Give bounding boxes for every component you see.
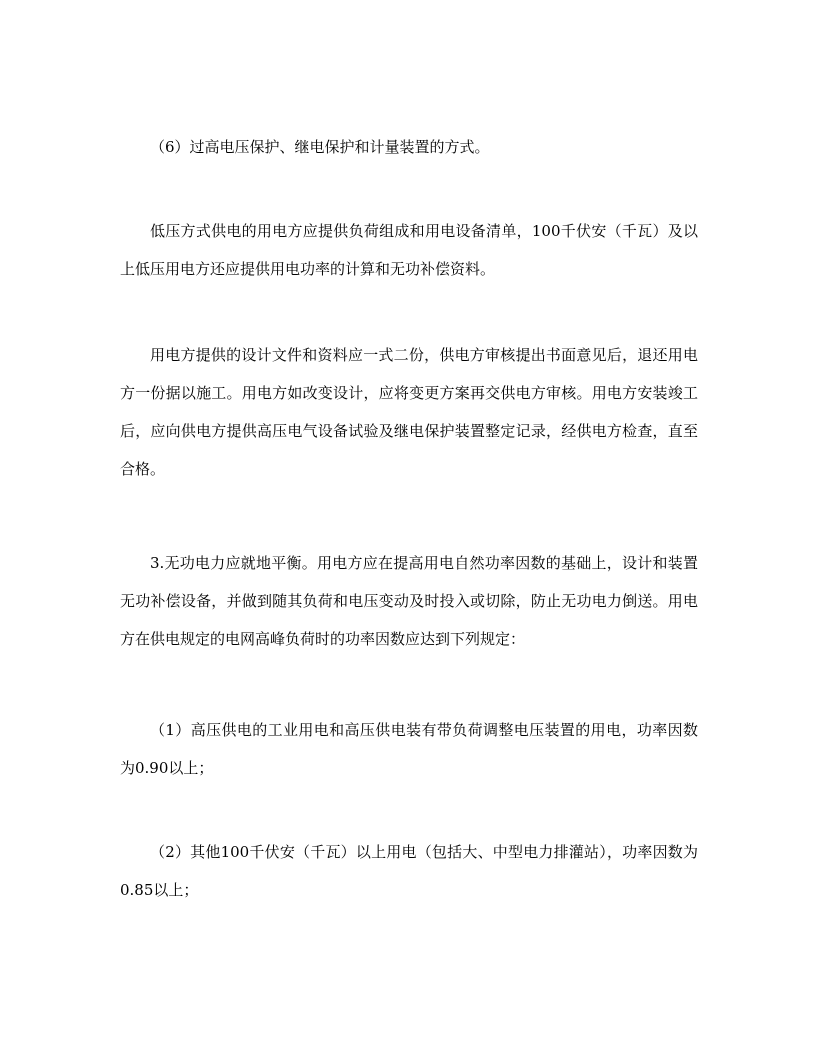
paragraph-design-documents: 用电方提供的设计文件和资料应一式二份，供电方审核提出书面意见后，退还用电方一份据以施工。用电方如改变设计，应将变更方案再交供电方审核。用电方安装竣工后，应向供电方提供高压电气设备试验及继电保护装置整定记录，经供电方检查，直至合格。 xyxy=(120,346,698,478)
paragraph-power-factor-0-90: （1）高压供电的工业用电和高压供电装有带负荷调整电压装置的用电，功率因数为0.90以上； xyxy=(120,721,698,777)
paragraph-low-voltage-supply: 低压方式供电的用电方应提供负荷组成和用电设备清单，100千伏安（千瓦）及以上低压用电方还应提供用电功率的计算和无功补偿资料。 xyxy=(120,222,698,278)
paragraph-reactive-power-balance: 3.无功电力应就地平衡。用电方应在提高用电自然功率因数的基础上，设计和装置无功补偿设备，并做到随其负荷和电压变动及时投入或切除，防止无功电力倒送。用电方在供电规定的电网高峰负荷时的功率因数应达到下列规定： xyxy=(120,554,698,648)
paragraph-power-factor-0-85: （2）其他100千伏安（千瓦）以上用电（包括大、中型电力排灌站），功率因数为0.85以上； xyxy=(120,843,698,899)
paragraph-item-6-protection: （6）过高电压保护、继电保护和计量装置的方式。 xyxy=(150,138,490,156)
